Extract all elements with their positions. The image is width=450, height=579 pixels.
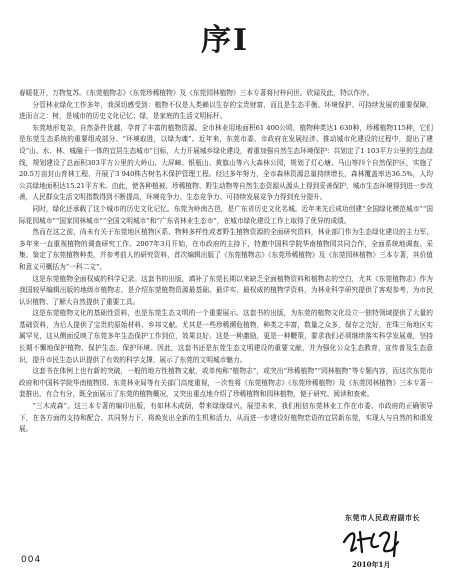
paragraph: 分管林业绿化工作多年，我深切感受到：植物不仅是人类赖以生存的宝贵财富，而且是生态平衡、环境保护、可持续发展的重要保障，进而言之：树，是城市的历史文化记忆；绿，是家庭的生活文明标杆。 (19, 100, 433, 121)
signature-date: 2010年1月 (352, 560, 391, 569)
paragraph: 这套书在体例上也有新的突破，一般的地方性植物文献，或单纯称“植物志”，或突出“珍稀植物”“园林植物”等专题内容，而这次东莞市政府和中国科学院华南植物园、东莞林业局等有关部门高度重视，一次性将《东莞植物志》《东莞珍稀植物》及《东莞园林植物》三本专著一套推出，有合有分，既全面展示了东莞的植物概况，又突出重点地介绍了珍稀植物和园林植物，便于研究、阅读和查索。 (19, 367, 433, 399)
paragraph: 这是东莞植物文化的基础性资料，也是东莞生态文明的一个重要展示。这套书的出版，为东莞的植物文化设立一独特领域提供了大量的基础资料，为后人提供了宝贵的原始材料、乡邦文献。尤其是一些珍稀濒危植物，种类之丰富，数量之众多，保存之完好，在珠三角地区实属罕见，这从侧面反映了东莞多年生态保护工作到位，效果良好。这是一种激励，更是一种鞭策，要求我们必须继续落实科学发展观，坚持长期不懈地保护植物、保护生态、保护环境。因此，这套书还是东莞生态文明建设的重要文献，并为强化公众生态教育，宣传普及生态意识，提升市民生态认识提供了有效的科学支撑，展示了东莞的文明城市魅力。 (19, 309, 433, 364)
paragraph: 同时，绿化还承载了这个城市的历史文化记忆。东莞为岭南古邑，是广东省历史文化名城。近年来先后成功创建“全国绿化模范城市”“国际花园城市”“国家园林城市”“全国文明城市”和“广东省林业生态市”，在城市绿化建设工作上取得了优异的成绩。 (19, 204, 433, 225)
handwritten-signature (340, 524, 410, 564)
paragraph: 这是东莞植物全面权威的科学记录。这套书的出版，填补了东莞长期以来缺乏全面植物资料和植物志的空白，尤其《东莞植物志》作为我国较早编辑出版的地级市植物志，是介绍东莞植物资源最基础、最详实、最权威的植物学资料，为林业科学研究提供了客观参考，为市民认识植物、了解大自然提供了重要工具。 (19, 274, 433, 306)
paragraph: 春暖花开，万物复苏。《东莞植物志》《东莞珍稀植物》及《东莞园林植物》三本专著将付梓问世。欣闻及此，特以作序。 (19, 89, 374, 97)
page-number: 004 (21, 555, 42, 565)
page-title: 序I (200, 23, 250, 58)
preface-body (19, 88, 433, 436)
paragraph: 然而在这之前，尚未有关于东莞地区植物区系、物种多样性或者野生植物资源的全面研究资料，林业部门作为生态绿化建设的主力军，多年来一直重视植物的调查研究工作。2007年3月开始，在市政府的主持下，特邀中国科学院华南植物园共同合作，全面系统地调查、采集、鉴定了东莞植物种类，并参考前人的研究资料，首次编辑出版了《东莞植物志》《东莞珍稀植物》及《东莞园林植物》三本专著，其价值和意义可概括为“一科二文”。 (19, 228, 433, 271)
signature-block (345, 513, 420, 523)
paragraph: 东莞地形复杂，自然条件优越，孕育了丰富的植物资源。全市林业用地面积61 400公顷，植物种类达1 630种，珍稀植物115种，它们是东莞生态系统的重要组成部分。“环境取胜，以绿为魂”。近年来，东莞市委、市政府在发展经济、推动城市化建设的过程中，提出了建设“山、水、林、城融于一体的宜居生态城市”目标，大力开展城乡绿化建设，着重加强自然生态环境保护：共划定了1 103平方公里的生态绿线，规划建设了总面积303平方公里的大岭山、大屏嶂、银瓶山、黄旗山等六大森林公园，规划了灯心塘、马山等四个自然保护区，实施了20.5万亩封山育林工程，开展了3 940株古树名木保护管理工程。经过多年努力，全市森林资源总量持续增长，森林覆盖率达36.5%，人均公共绿地面积达15.21平方米。由此，使各种植被、珍稀植物、野生动物等自然生态资源从源头上得到妥善保护，城市生态环境得到进一步改善，人民群众生活文明指数得到不断提高，环境竞争力、生态竞争力、可持续发展竞争力得到充分提升。 (19, 123, 433, 202)
signer-title: 东莞市人民政府副市长 (345, 513, 420, 522)
paragraph: “三木成森”。这三本专著的编印出版，有如林木成荫，带来绿缘绿兴。展望未来，我们相信东莞林业工作在市委、市政府的正确领导下，在各方面的支持和配合、共同努力下，将焕发出全新的生机和活力，从而进一步建设好植物恋语的宜居新东莞，实现人与自然的和谐发展。 (19, 402, 433, 434)
